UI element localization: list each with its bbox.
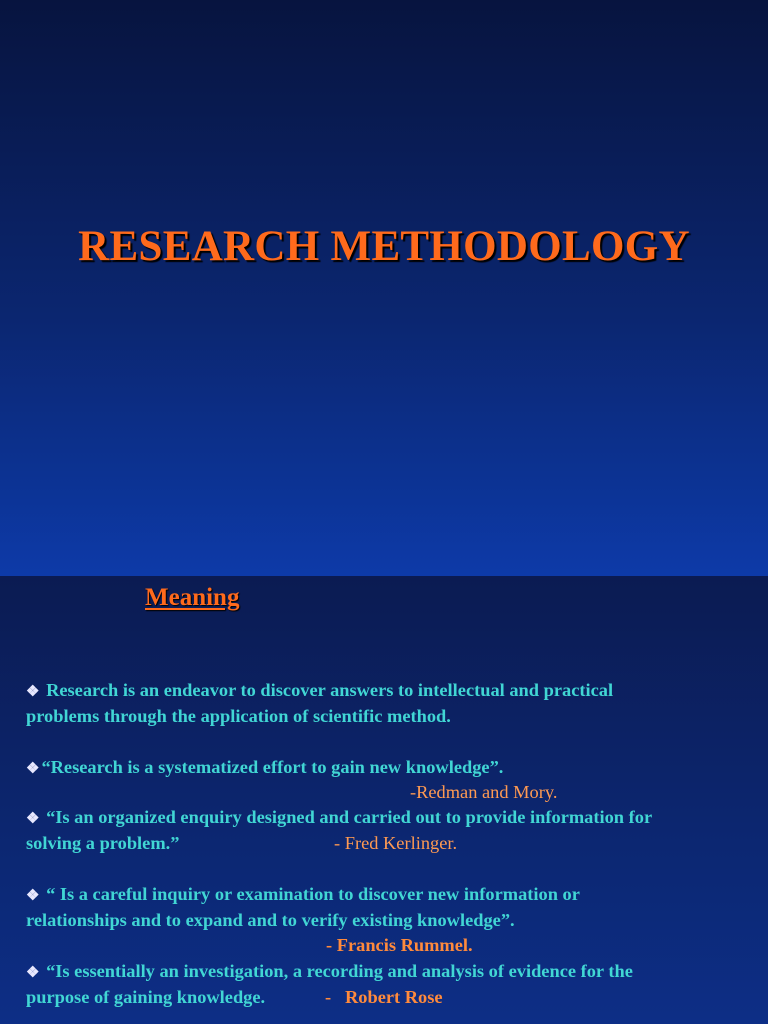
list-item-continuation [26,985,265,1011]
attribution: -Redman and Mory. [410,782,558,802]
list-item [26,882,580,910]
attribution: - Francis Rummel. [326,935,473,955]
slide-title: RESEARCH METHODOLOGY [78,223,690,270]
item-text: “Is an organized enquiry designed and carried out to provide information for [46,807,653,827]
list-item [26,755,503,783]
list-item-continuation [26,831,179,857]
diamond-bullet-icon: ❖ [26,684,40,700]
diamond-bullet-icon: ❖ [26,761,40,777]
item-text: “Is essentially an investigation, a recording and analysis of evidence for the [46,961,633,981]
list-item-continuation [26,908,515,934]
section-heading: Meaning [145,584,240,611]
item-text: Research is an endeavor to discover answers to intellectual and practical [46,680,614,700]
item-text: “Research is a systematized effort to gain new knowledge”. [41,757,504,777]
diamond-bullet-icon: ❖ [26,811,40,827]
item-text: purpose of gaining knowledge. [26,987,266,1007]
item-text: relationships and to expand and to verify existing knowledge”. [26,910,515,930]
attribution-dash: - [325,987,332,1007]
list-item [26,959,633,987]
list-item [26,678,613,706]
diamond-bullet-icon: ❖ [26,965,40,981]
meaning-slide [0,576,768,1024]
item-text: solving a problem.” [26,833,180,853]
list-item [26,805,652,833]
attribution: Robert Rose [345,987,443,1007]
attribution: - Fred Kerlinger. [334,833,458,853]
item-text: problems through the application of scientific method. [26,706,451,726]
diamond-bullet-icon: ❖ [26,888,40,904]
list-item-continuation [26,704,451,730]
item-text: “ Is a careful inquiry or examination to discover new information or [46,884,580,904]
definitions-list [26,678,762,1018]
